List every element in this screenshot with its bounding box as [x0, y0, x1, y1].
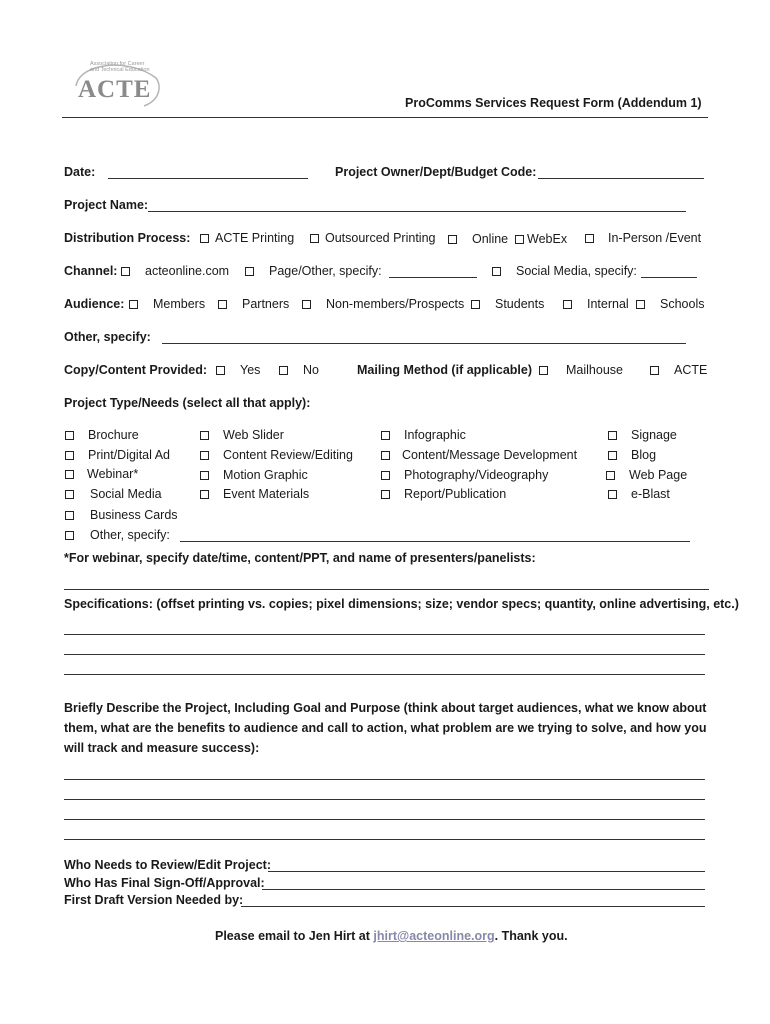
channel-acteonline[interactable]: acteonline.com	[121, 264, 229, 278]
owner-label: Project Owner/Dept/Budget Code:	[335, 165, 537, 179]
copy-label: Copy/Content Provided:	[64, 363, 208, 377]
describe-field-line-4[interactable]	[64, 839, 705, 840]
form-title: ProComms Services Request Form (Addendum 1)	[405, 96, 702, 110]
distribution-in-person[interactable]: In-Person /Event	[585, 231, 701, 245]
checkbox[interactable]	[471, 300, 480, 309]
distribution-online[interactable]: Online	[448, 232, 508, 246]
review-field[interactable]	[268, 871, 705, 872]
date-label: Date:	[64, 165, 96, 179]
describe-line-1: Briefly Describe the Project, Including Goal and Purpose (think about target audiences, what we know about	[64, 701, 707, 715]
checkbox[interactable]	[492, 267, 501, 276]
project-type-label: Project Type/Needs (select all that apply):	[64, 396, 311, 410]
type-signage[interactable]: Signage	[608, 428, 677, 442]
specifications-line-3[interactable]	[64, 674, 705, 675]
checkbox[interactable]	[606, 471, 615, 480]
review-label: Who Needs to Review/Edit Project:	[64, 858, 271, 872]
other-specify-field[interactable]	[162, 343, 686, 344]
type-webinar[interactable]: Webinar*	[65, 467, 138, 481]
copy-yes[interactable]: Yes	[216, 363, 260, 377]
checkbox[interactable]	[200, 490, 209, 499]
checkbox[interactable]	[279, 366, 288, 375]
checkbox[interactable]	[200, 451, 209, 460]
checkbox[interactable]	[608, 431, 617, 440]
owner-field[interactable]	[538, 178, 704, 179]
project-name-label: Project Name:	[64, 198, 149, 212]
type-brochure[interactable]: Brochure	[65, 428, 139, 442]
checkbox[interactable]	[650, 366, 659, 375]
audience-partners[interactable]: Partners	[218, 297, 289, 311]
checkbox[interactable]	[381, 451, 390, 460]
audience-label: Audience:	[64, 297, 125, 311]
distribution-webex[interactable]: WebEx	[515, 232, 567, 246]
type-other-field[interactable]	[180, 541, 690, 542]
type-content-review[interactable]: Content Review/Editing	[200, 448, 353, 462]
type-web-slider[interactable]: Web Slider	[200, 428, 284, 442]
checkbox[interactable]	[65, 431, 74, 440]
specifications-line-2[interactable]	[64, 654, 705, 655]
checkbox[interactable]	[65, 490, 74, 499]
type-motion-graphic[interactable]: Motion Graphic	[200, 468, 308, 482]
checkbox[interactable]	[65, 511, 74, 520]
checkbox[interactable]	[65, 451, 74, 460]
draft-field[interactable]	[241, 906, 705, 907]
mailing-mailhouse: Mailhouse	[566, 363, 623, 377]
webinar-note: *For webinar, specify date/time, content/PPT, and name of presenters/panelists:	[64, 551, 536, 565]
email-link[interactable]: jhirt@acteonline.org	[373, 929, 495, 943]
project-name-field[interactable]	[148, 211, 686, 212]
checkbox[interactable]	[302, 300, 311, 309]
type-social-media[interactable]: Social Media	[65, 487, 162, 501]
type-event-materials[interactable]: Event Materials	[200, 487, 309, 501]
checkbox[interactable]	[216, 366, 225, 375]
distribution-outsourced-printing[interactable]: Outsourced Printing	[310, 231, 435, 245]
checkbox[interactable]	[515, 235, 524, 244]
header-rule	[62, 117, 708, 118]
checkbox[interactable]	[608, 490, 617, 499]
type-business-cards[interactable]: Business Cards	[65, 508, 178, 522]
describe-field-line-3[interactable]	[64, 819, 705, 820]
date-field[interactable]	[108, 178, 308, 179]
distribution-label: Distribution Process:	[64, 231, 191, 245]
type-infographic[interactable]: Infographic	[381, 428, 466, 442]
audience-internal[interactable]: Internal	[563, 297, 629, 311]
checkbox[interactable]	[636, 300, 645, 309]
checkbox[interactable]	[381, 490, 390, 499]
type-e-blast[interactable]: e-Blast	[608, 487, 670, 501]
channel-label: Channel:	[64, 264, 118, 278]
type-blog[interactable]: Blog	[608, 448, 656, 462]
checkbox[interactable]	[448, 235, 457, 244]
distribution-acte-printing[interactable]: ACTE Printing	[200, 231, 294, 245]
channel-page-other-field[interactable]	[389, 277, 477, 278]
checkbox[interactable]	[65, 531, 74, 540]
signoff-field[interactable]	[262, 889, 705, 890]
specifications-label: Specifications: (offset printing vs. copies; pixel dimensions; size; vendor specs; quantity, online advertising, etc.)	[64, 597, 739, 611]
describe-field-line-2[interactable]	[64, 799, 705, 800]
checkbox[interactable]	[245, 267, 254, 276]
checkbox[interactable]	[563, 300, 572, 309]
type-report[interactable]: Report/Publication	[381, 487, 506, 501]
audience-members[interactable]: Members	[129, 297, 205, 311]
describe-field-line-1[interactable]	[64, 779, 705, 780]
checkbox[interactable]	[200, 471, 209, 480]
audience-students[interactable]: Students	[471, 297, 544, 311]
checkbox[interactable]	[200, 234, 209, 243]
checkbox[interactable]	[381, 431, 390, 440]
checkbox[interactable]	[608, 451, 617, 460]
type-content-message[interactable]: Content/Message Development	[381, 448, 577, 462]
type-other[interactable]: Other, specify:	[65, 528, 170, 542]
specifications-line-1[interactable]	[64, 634, 705, 635]
mailing-acte[interactable]: ACTE	[650, 363, 707, 377]
acte-logo	[70, 56, 166, 112]
logo-tagline: Association for Career and Technical Education	[90, 61, 150, 73]
audience-non-members[interactable]: Non-members/Prospects	[302, 297, 464, 311]
other-specify-label: Other, specify:	[64, 330, 151, 344]
signoff-label: Who Has Final Sign-Off/Approval:	[64, 876, 265, 890]
channel-page-other[interactable]: Page/Other, specify:	[245, 264, 382, 278]
logo-wordmark: ACTE	[78, 76, 152, 103]
audience-schools[interactable]: Schools	[636, 297, 704, 311]
copy-no[interactable]: No	[279, 363, 319, 377]
mailing-label: Mailing Method (if applicable)	[357, 363, 532, 377]
type-photography[interactable]: Photography/Videography	[381, 468, 548, 482]
channel-social-media[interactable]: Social Media, specify:	[492, 264, 637, 278]
type-web-page[interactable]: Web Page	[606, 468, 687, 482]
checkbox[interactable]	[381, 471, 390, 480]
describe-line-2: them, what are the benefits to audience and call to action, what problem are we trying to solve, and how you	[64, 721, 707, 735]
type-print-digital-ad[interactable]: Print/Digital Ad	[65, 448, 170, 462]
footer-instruction: Please email to Jen Hirt at jhirt@acteonline.org. Thank you.	[215, 929, 568, 943]
checkbox[interactable]	[585, 234, 594, 243]
checkbox[interactable]	[129, 300, 138, 309]
channel-social-media-field[interactable]	[641, 277, 697, 278]
mailing-mailhouse-checkbox[interactable]	[539, 366, 548, 375]
draft-label: First Draft Version Needed by:	[64, 893, 244, 907]
checkbox[interactable]	[200, 431, 209, 440]
checkbox[interactable]	[65, 470, 74, 479]
checkbox[interactable]	[121, 267, 130, 276]
checkbox[interactable]	[310, 234, 319, 243]
checkbox[interactable]	[218, 300, 227, 309]
describe-line-3: will track and measure success):	[64, 741, 260, 755]
webinar-field[interactable]	[64, 589, 709, 590]
